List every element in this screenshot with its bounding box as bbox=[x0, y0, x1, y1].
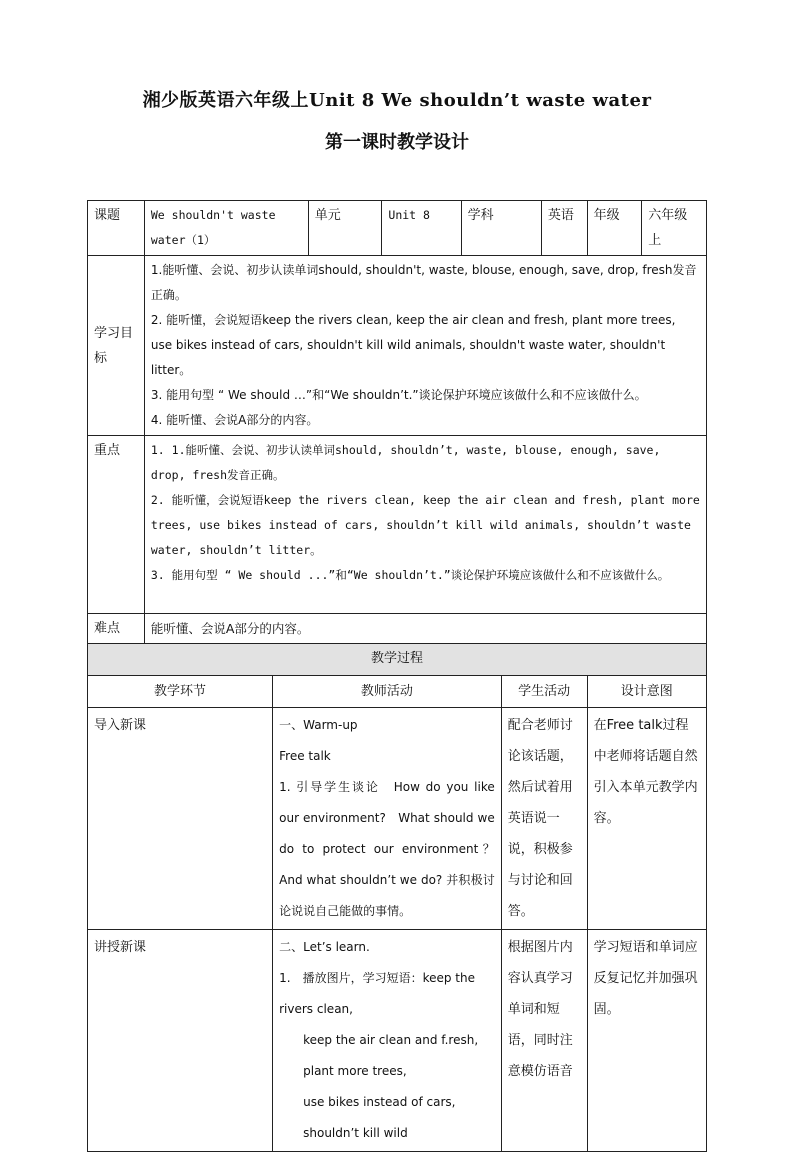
column-teacher: 教师活动 bbox=[273, 676, 502, 708]
teacher-step: 一、Warm-up bbox=[279, 718, 358, 732]
difficulty-value: 能听懂、会说A部分的内容。 bbox=[144, 614, 706, 644]
difficulty-label: 难点 bbox=[88, 614, 145, 644]
subject-label: 学科 bbox=[461, 201, 541, 256]
teacher-step: use bikes instead of cars, shouldn’t kill wild bbox=[303, 1095, 456, 1140]
grade-value: 六年级上 bbox=[642, 201, 707, 256]
column-stage: 教学环节 bbox=[88, 676, 273, 708]
teacher-step: 二、Let’s learn. bbox=[279, 940, 370, 954]
teacher-step: keep the air clean and f.resh, plant more trees, bbox=[303, 1033, 479, 1078]
header-row bbox=[88, 201, 707, 256]
process-row-intro bbox=[88, 708, 707, 930]
lesson-plan-table bbox=[87, 200, 707, 1152]
key-point-item: 2. 能听懂，会说短语keep the rivers clean, keep the air clean and fresh, plant more trees, use bikes instead of cars, shouldn’t kill wild animals, shouldn’t waste water, shouldn’t litter。 bbox=[150, 493, 700, 557]
student-activity-intro: 配合老师讨论该话题，然后试着用英语说一说，积极参与讨论和回答。 bbox=[501, 708, 587, 930]
process-row-new bbox=[88, 930, 707, 1152]
topic-label: 课题 bbox=[88, 201, 145, 256]
column-student: 学生活动 bbox=[501, 676, 587, 708]
teacher-activity-intro bbox=[273, 708, 502, 930]
unit-value: Unit 8 bbox=[382, 201, 461, 256]
unit-label: 单元 bbox=[308, 201, 382, 256]
teacher-step: Free talk bbox=[279, 749, 331, 763]
difficulty-row bbox=[88, 614, 707, 644]
key-point-item: 1. 1.能听懂、会说、初步认读单词should, shouldn’t, waste, blouse, enough, save, drop, fresh发音正确。 bbox=[150, 443, 661, 482]
topic-value: We shouldn't waste water（1） bbox=[144, 201, 308, 256]
document-title: 湘少版英语六年级上Unit 8 We shouldn’t waste water bbox=[142, 90, 652, 111]
process-heading-row bbox=[88, 644, 707, 676]
goal-item: 3. 能用句型 “ We should …”和“We shouldn’t.”谈论保护环境应该做什么和不应该做什么。 bbox=[150, 388, 647, 402]
column-purpose: 设计意图 bbox=[587, 676, 706, 708]
student-activity-new: 根据图片内容认真学习单词和短语，同时注意模仿语音 bbox=[501, 930, 587, 1152]
design-purpose-intro: 在Free talk过程中老师将话题自然引入本单元教学内容。 bbox=[587, 708, 706, 930]
teacher-step: 1. 引导学生谈论 How do you like our environment? What should we do to protect our environment？ And what shouldn’t we do? 并积极讨论说说自己能做的事情。 bbox=[279, 780, 495, 918]
goal-item: 2. 能听懂，会说短语keep the rivers clean, keep the air clean and fresh, plant more trees, use bikes instead of cars, shouldn't kill wild animals, shouldn't waste water, shouldn't litter。 bbox=[150, 313, 676, 377]
design-purpose-new: 学习短语和单词应反复记忆并加强巩固。 bbox=[587, 930, 706, 1152]
process-columns-row bbox=[88, 676, 707, 708]
goal-item: 4. 能听懂、会说A部分的内容。 bbox=[150, 413, 319, 427]
key-points-content bbox=[144, 436, 706, 614]
subject-value: 英语 bbox=[541, 201, 587, 256]
process-heading: 教学过程 bbox=[88, 644, 707, 676]
key-point-item: 3. 能用句型 “ We should ...”和“We shouldn’t.”谈论保护环境应该做什么和不应该做什么。 bbox=[150, 568, 670, 582]
goals-label: 学习目标 bbox=[88, 256, 145, 436]
goals-row bbox=[88, 256, 707, 436]
goal-item: 1.能听懂、会说、初步认读单词should, shouldn't, waste, blouse, enough, save, drop, fresh发音正确。 bbox=[150, 263, 697, 302]
key-points-row bbox=[88, 436, 707, 614]
goals-content bbox=[144, 256, 706, 436]
teacher-step: 1. 播放图片，学习短语：keep the rivers clean, bbox=[279, 971, 475, 1016]
stage-intro: 导入新课 bbox=[88, 708, 273, 930]
stage-new: 讲授新课 bbox=[88, 930, 273, 1152]
key-points-label: 重点 bbox=[88, 436, 145, 614]
grade-label: 年级 bbox=[587, 201, 642, 256]
teacher-activity-new bbox=[273, 930, 502, 1152]
document-subtitle: 第一课时教学设计 bbox=[325, 132, 469, 153]
